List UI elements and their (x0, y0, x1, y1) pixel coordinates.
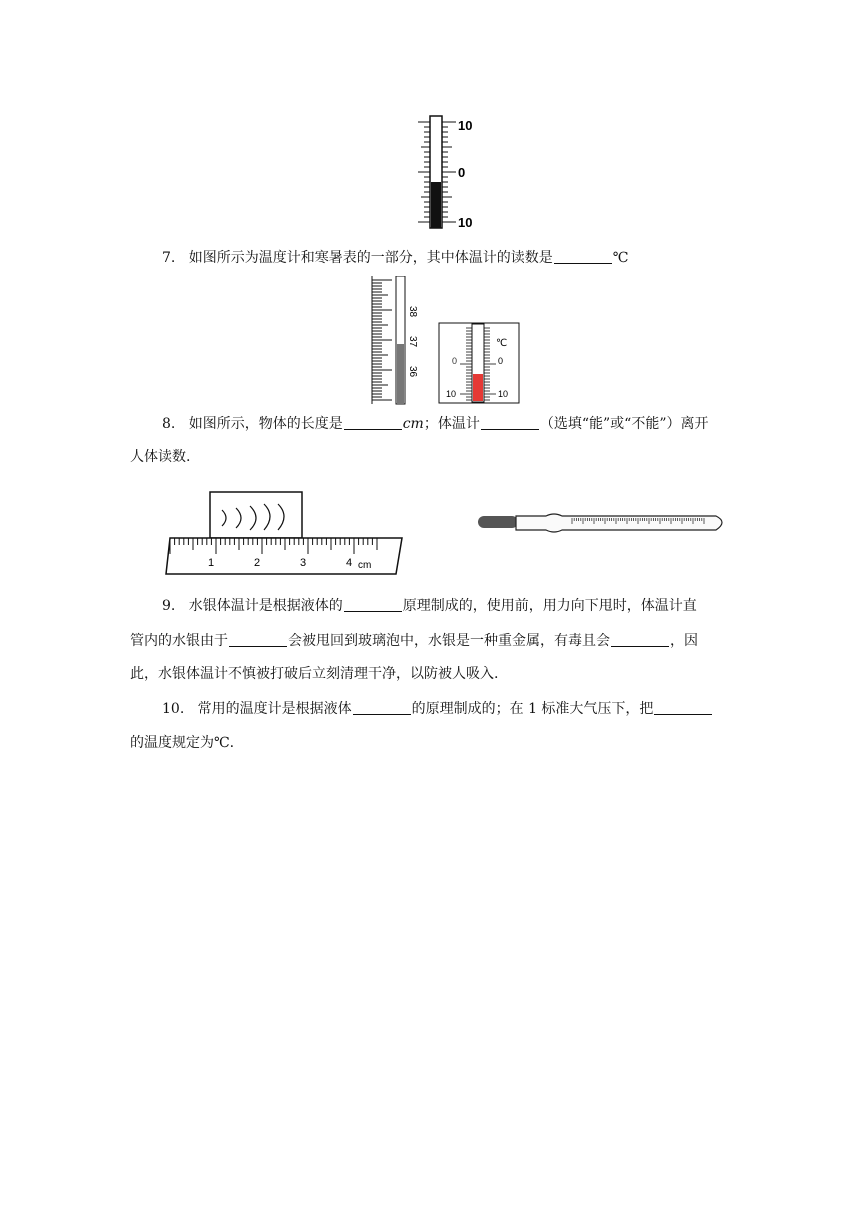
ruler-label-3: 3 (300, 557, 307, 569)
q10-blank-1[interactable] (353, 700, 411, 715)
question-9-line-3: 此，水银体温计不慎被打破后立刻清理干净，以防被人吸入. (130, 666, 499, 682)
weather-left-10: 10 (446, 389, 457, 399)
q10-text-1a: 常用的温度计是根据液体 (197, 701, 352, 717)
ruler-label-cm: cm (358, 560, 372, 571)
body-label-36: 36 (407, 366, 418, 378)
q9-text-2b: 会被甩回到玻璃泡中，水银是一种重金属，有毒且会 (288, 633, 610, 649)
q7-number: 7. (162, 250, 176, 266)
clinical-thermometer-figure (476, 506, 730, 540)
top-label-minus10: 10 (458, 215, 473, 230)
question-9-line-2 (130, 631, 698, 651)
q9-blank-2[interactable] (229, 632, 287, 647)
weather-left-0: 0 (452, 356, 458, 366)
q10-number: 10. (162, 701, 185, 717)
question-8-line-2: 人体读数. (130, 449, 191, 465)
question-9 (162, 596, 697, 616)
ruler-label-2: 2 (254, 557, 261, 569)
top-label-0: 0 (458, 165, 466, 180)
top-label-10: 10 (458, 118, 473, 133)
q9-text-1a: 水银体温计是根据液体的 (188, 598, 343, 614)
q7-blank[interactable] (554, 249, 612, 264)
question-7 (162, 248, 628, 268)
question-8 (162, 414, 708, 434)
q9-blank-1[interactable] (344, 597, 402, 612)
question-10 (162, 699, 713, 719)
q10-text-1b: 的原理制成的；在 1 标准大气压下，把 (411, 701, 654, 717)
q8-number: 8. (162, 416, 176, 432)
q8-text-a: 如图所示，物体的长度是 (188, 416, 343, 432)
q9-text-1b: 原理制成的，使用前，用力向下甩时，体温计直 (402, 598, 697, 614)
q9-blank-3[interactable] (611, 632, 669, 647)
body-label-37: 37 (407, 336, 418, 348)
q8-text-c: （选填“能”或“不能”）离开 (539, 416, 709, 432)
q7-text: 如图所示为温度计和寒暑表的一部分，其中体温计的读数是 (188, 250, 553, 266)
body-label-38: 38 (407, 306, 418, 318)
q8-blank-2[interactable] (481, 415, 539, 430)
weather-right-10: 10 (498, 389, 509, 399)
q8-blank-1[interactable] (344, 415, 402, 430)
ruler-figure (162, 488, 408, 578)
weather-thermometer-figure (438, 322, 520, 404)
weather-right-0: 0 (498, 356, 504, 366)
q7-unit: ℃ (612, 250, 629, 266)
q8-text-b: ；体温计 (423, 416, 480, 432)
q9-text-2c: ，因 (670, 633, 698, 649)
q8-unit: cm (402, 416, 424, 432)
ruler-label-1: 1 (208, 557, 215, 569)
question-10-line-2: 的温度规定为℃. (130, 735, 235, 751)
weather-unit: ℃ (496, 338, 508, 349)
body-thermometer-figure (370, 276, 422, 406)
thermometer-figure-top (410, 112, 490, 232)
ruler-label-4: 4 (346, 557, 353, 569)
q10-blank-2[interactable] (654, 700, 712, 715)
q9-number: 9. (162, 598, 176, 614)
q9-text-2a: 管内的水银由于 (130, 633, 228, 649)
